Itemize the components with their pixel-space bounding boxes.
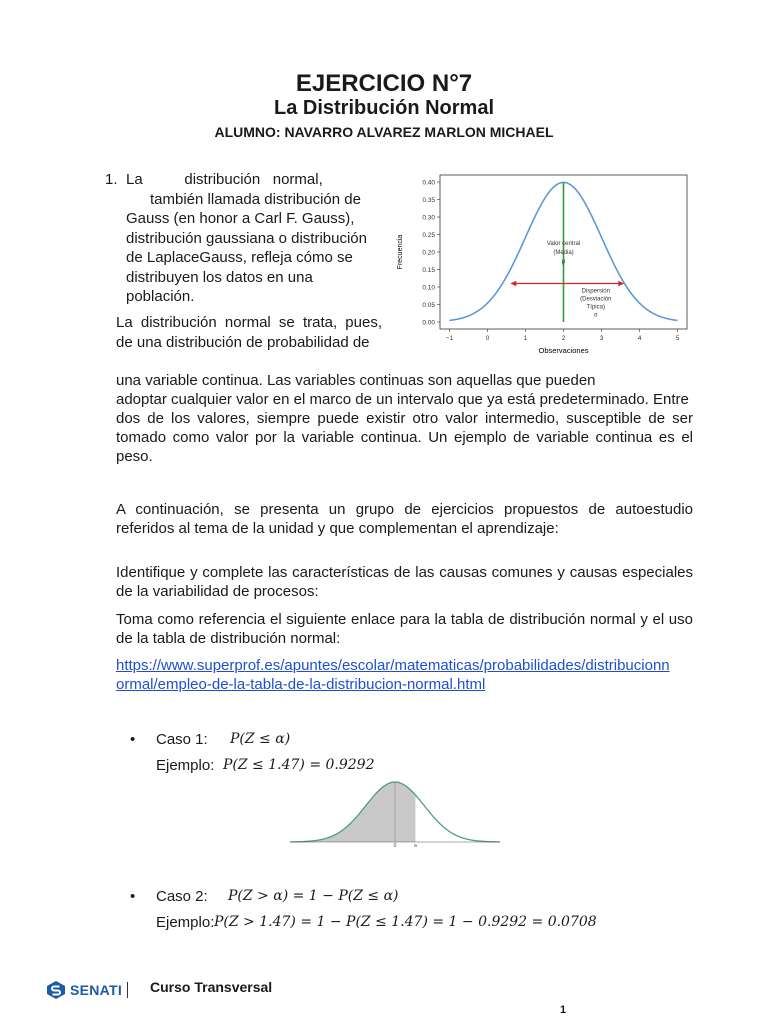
y-tick-label: 0.35 (422, 196, 435, 204)
x-tick-label: 0 (485, 335, 490, 342)
para-4-line-1: Toma como referencia el siguiente enlace para la tabla de distribución normal y el uso (116, 611, 693, 628)
senati-logo-text: SENATI (70, 982, 123, 998)
x-tick-label: 3 (599, 335, 604, 342)
case-1-formula: P(Z ≤ α) (230, 731, 291, 747)
x-tick-label: −1 (445, 335, 454, 342)
list-number: 1. (105, 171, 118, 188)
footer-divider (127, 982, 128, 998)
continuation-line-3: dos de los valores, siempre puede existir otro valor intermedio, susceptible de ser (116, 410, 693, 427)
shaded-area (290, 782, 415, 842)
para-b: de una distribución de probabilidad de (116, 333, 370, 351)
case-1-shaded-curve (290, 776, 500, 848)
case-2-example-label: Ejemplo: (156, 914, 215, 931)
y-tick-label: 0.25 (422, 231, 435, 239)
para-3-line-2: de la variabilidad de procesos: (116, 583, 319, 600)
y-tick-label: 0.05 (422, 301, 435, 309)
x-tick-label: 5 (675, 335, 680, 342)
dispersion-label-text: Dispersión (581, 288, 610, 295)
case-1-label: Caso 1: (156, 731, 208, 748)
para-2-line-1: A continuación, se presenta un grupo de ejercicios propuestos de autoestudio (116, 501, 693, 518)
intro-line-5: de LaplaceGauss, refleja cómo se (126, 249, 353, 266)
para-4-line-2: de la tabla de distribución normal: (116, 630, 341, 647)
bullet-case-2: • (130, 888, 136, 905)
intro-line-4: distribución gaussiana o distribución (126, 229, 367, 247)
para-a: La distribución normal se trata, pues, (116, 314, 382, 331)
continuation-line-2: adoptar cualquier valor en el marco de un intervalo que ya está predeterminado. Entre (116, 391, 689, 408)
y-tick-label: 0.40 (422, 179, 435, 187)
center-label-text: μ (561, 259, 566, 265)
y-tick-label: 0.15 (422, 266, 435, 274)
student-name: ALUMNO: NAVARRO ALVAREZ MARLON MICHAEL (214, 124, 554, 140)
intro-line-6: distribuyen los datos en una (126, 268, 313, 286)
senati-logo (46, 980, 128, 1000)
x-tick-label: 1 (523, 335, 528, 342)
intro-line-2: también llamada distribución de (150, 190, 361, 208)
continuation-line-4: tomado como valor por la variable continua. Un ejemplo de variable continua es el (116, 429, 693, 446)
y-tick-label: 0.30 (422, 214, 435, 222)
reference-link-line-2[interactable]: ormal/empleo-de-la-tabla-de-la-distribucion-normal.html (116, 676, 486, 693)
page-title: EJERCICIO N°7 (295, 70, 473, 97)
senati-logo-icon (46, 980, 66, 1000)
case-1-example: P(Z ≤ 1.47) = 0.9292 (223, 757, 375, 773)
dispersion-label-text: (Desviación (580, 296, 612, 303)
dispersion-label-text: Típica) (586, 304, 605, 311)
x-tick-label: 2 (561, 335, 566, 342)
normal-distribution-chart (388, 165, 700, 365)
case-2-label: Caso 2: (156, 888, 208, 905)
case-2-example: P(Z > 1.47) = 1 − P(Z ≤ 1.47) = 1 − 0.9292 = 0.0708 (214, 914, 597, 930)
course-name: Curso Transversal (150, 979, 273, 995)
page-subtitle: La Distribución Normal (273, 97, 495, 119)
case-1-example-label: Ejemplo: (156, 757, 215, 774)
y-axis-label: Frecuencia (397, 234, 404, 270)
case-2-formula: P(Z > α) = 1 − P(Z ≤ α) (228, 888, 399, 904)
tick-a: a (414, 843, 417, 848)
center-label-text: (Media) (553, 250, 574, 256)
y-tick-label: 0.20 (422, 249, 435, 257)
intro-line-3: Gauss (en honor a Carl F. Gauss), (126, 210, 355, 227)
para-2-line-2: referidos al tema de la unidad y que complementan el aprendizaje: (116, 520, 559, 537)
intro-line-7: población. (126, 288, 195, 305)
y-tick-label: 0.00 (422, 319, 435, 327)
reference-link-line-1[interactable]: https://www.superprof.es/apuntes/escolar/matematicas/probabilidades/distribucionn (116, 657, 670, 674)
tick-zero: 0 (393, 843, 397, 848)
para-3-line-1: Identifique y complete las características de las causas comunes y causas especiales (116, 564, 693, 581)
x-tick-label: 4 (637, 335, 642, 342)
dispersion-label-text: σ (593, 312, 598, 319)
intro-line-1: La distribución normal, (126, 171, 323, 188)
center-label-text: Valor central (546, 241, 581, 247)
continuation-line-1: una variable continua. Las variables continuas son aquellas que pueden (116, 372, 596, 389)
dispersion-arrowhead-left (510, 281, 516, 287)
x-axis-label: Observaciones (538, 346, 589, 355)
continuation-line-5: peso. (116, 448, 153, 465)
y-tick-label: 0.10 (422, 284, 435, 292)
bullet-case-1: • (130, 731, 136, 748)
page-number: 1 (560, 1004, 567, 1016)
